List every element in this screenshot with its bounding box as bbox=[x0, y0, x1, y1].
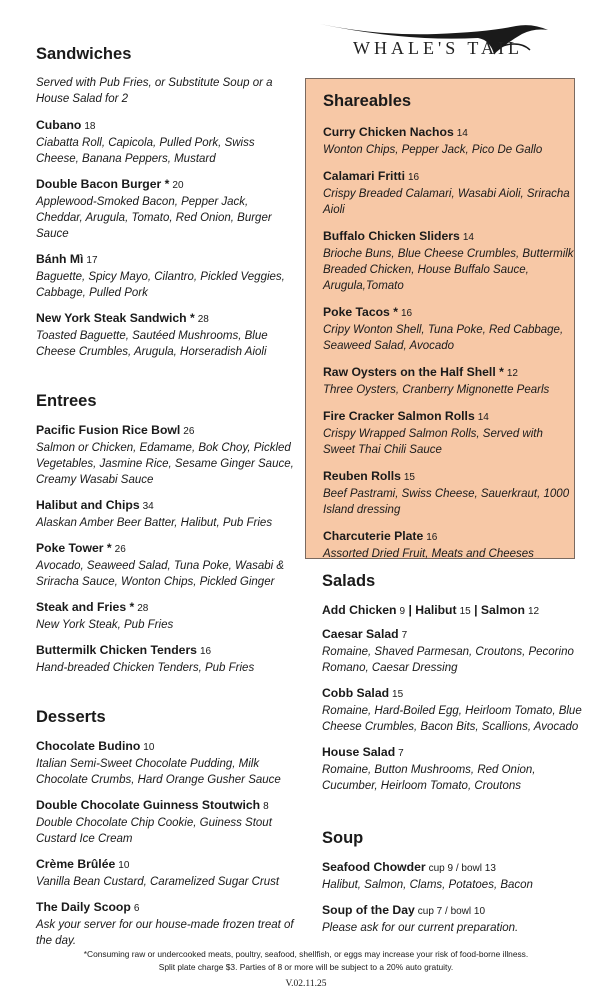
menu-item bbox=[36, 797, 294, 847]
item-price: 16 bbox=[426, 532, 438, 543]
item-name: Halibut and Chips bbox=[36, 498, 140, 512]
item-description: Salmon or Chicken, Edamame, Bok Choy, Pickled Vegetables, Jasmine Rice, Sesame Ginger Sauce, Creamy Wasabi Sauce bbox=[36, 442, 294, 486]
footer-gratuity-note: Split plate charge $3. Parties of 8 or more will be subject to a 20% auto gratuity. bbox=[158, 962, 454, 972]
item-name: Soup of the Day bbox=[322, 903, 415, 917]
item-price: 16 bbox=[400, 308, 413, 319]
item-name: Charcuterie Plate bbox=[323, 529, 424, 543]
item-name: Pacific Fusion Rice Bowl bbox=[36, 423, 181, 437]
salad-addons bbox=[322, 602, 584, 620]
addon-halibut: Halibut bbox=[415, 603, 457, 617]
menu-item bbox=[322, 626, 584, 676]
item-price: 8 bbox=[263, 801, 269, 812]
item-description: Hand-breaded Chicken Tenders, Pub Fries bbox=[36, 662, 255, 674]
item-description: Halibut, Salmon, Clams, Potatoes, Bacon bbox=[322, 879, 533, 891]
item-description: Romaine, Hard-Boiled Egg, Heirloom Tomato, Blue Cheese Crumbles, Bacon Bits, Scallions, Avocado bbox=[322, 705, 582, 733]
menu-item bbox=[323, 468, 574, 518]
item-description: Double Chocolate Chip Cookie, Guiness Stout Custard Ice Cream bbox=[36, 817, 272, 845]
section-title-shareables: Shareables bbox=[323, 92, 412, 110]
addon-separator: | bbox=[474, 603, 478, 617]
item-name: Poke Tacos * bbox=[323, 305, 398, 319]
item-price: 26 bbox=[114, 544, 126, 555]
item-name: Cobb Salad bbox=[322, 686, 390, 700]
sandwiches-section bbox=[36, 44, 294, 360]
section-title-entrees: Entrees bbox=[36, 392, 97, 410]
item-price: 16 bbox=[407, 172, 420, 183]
menu-item bbox=[322, 859, 584, 893]
menu-item bbox=[36, 310, 294, 360]
item-price: cup 9 / bowl 13 bbox=[428, 863, 496, 874]
item-description: Ask your server for our house-made frozen treat of the day. bbox=[36, 919, 294, 947]
item-price: 18 bbox=[84, 121, 96, 132]
addon-separator: | bbox=[408, 603, 412, 617]
item-description: Please ask for our current preparation. bbox=[322, 922, 519, 934]
menu-item bbox=[322, 744, 584, 794]
item-price: 17 bbox=[86, 255, 98, 266]
section-title-sandwiches: Sandwiches bbox=[36, 45, 132, 63]
item-description: Romaine, Shaved Parmesan, Croutons, Pecorino Romano, Caesar Dressing bbox=[322, 646, 574, 674]
item-price: 10 bbox=[118, 860, 130, 871]
item-price: 10 bbox=[143, 742, 155, 753]
item-name: Calamari Fritti bbox=[323, 169, 405, 183]
item-name: Fire Cracker Salmon Rolls bbox=[323, 409, 475, 423]
item-description: Wonton Chips, Pepper Jack, Pico De Gallo bbox=[323, 144, 543, 156]
item-price: 20 bbox=[172, 180, 184, 191]
item-description: Cripy Wonton Shell, Tuna Poke, Red Cabbage, Seaweed Salad, Avocado bbox=[323, 324, 564, 352]
item-price: 14 bbox=[462, 232, 474, 243]
footer-version: V.02.11.25 bbox=[285, 979, 327, 989]
item-description: Avocado, Seaweed Salad, Tuna Poke, Wasabi & Sriracha Sauce, Wonton Chips, Pickled Ginger bbox=[36, 560, 285, 588]
item-description: Vanilla Bean Custard, Caramelized Sugar Crust bbox=[36, 876, 280, 888]
item-description: Baguette, Spicy Mayo, Cilantro, Pickled Veggies, Cabbage, Pulled Pork bbox=[36, 271, 285, 299]
menu-item bbox=[36, 738, 294, 788]
menu-item bbox=[36, 422, 294, 488]
item-price: 15 bbox=[403, 472, 415, 483]
item-price: 14 bbox=[456, 128, 468, 139]
item-name: Bánh Mì bbox=[36, 252, 84, 266]
addon-chicken: Add Chicken bbox=[322, 603, 397, 617]
menu-item bbox=[36, 251, 294, 301]
item-description: Crispy Wrapped Salmon Rolls, Served with Sweet Thai Chili Sauce bbox=[323, 428, 543, 456]
item-name: Seafood Chowder bbox=[322, 860, 426, 874]
salads-section bbox=[322, 571, 584, 803]
desserts-section bbox=[36, 707, 294, 949]
soup-section bbox=[322, 828, 584, 945]
section-title-desserts: Desserts bbox=[36, 708, 106, 726]
menu-item bbox=[322, 685, 584, 735]
item-price: 7 bbox=[398, 748, 404, 759]
menu-item bbox=[322, 902, 584, 936]
item-description: Alaskan Amber Beer Batter, Halibut, Pub Fries bbox=[36, 517, 273, 529]
addon-salmon-price: 12 bbox=[527, 606, 540, 617]
menu-item bbox=[36, 899, 294, 949]
item-name: Caesar Salad bbox=[322, 627, 399, 641]
item-description: Italian Semi-Sweet Chocolate Pudding, Milk Chocolate Crumbs, Hard Orange Gusher Sauce bbox=[36, 758, 281, 786]
menu-item bbox=[323, 304, 574, 354]
addon-halibut-price: 15 bbox=[459, 606, 471, 617]
item-name: Poke Tower * bbox=[36, 541, 112, 555]
menu-item bbox=[36, 176, 294, 242]
sandwiches-intro: Served with Pub Fries, or Substitute Soup or a House Salad for 2 bbox=[36, 77, 273, 105]
addon-chicken-price: 9 bbox=[399, 606, 406, 617]
item-name: Raw Oysters on the Half Shell * bbox=[323, 365, 504, 379]
logo-text: WHALE'S TAIL bbox=[353, 38, 523, 58]
item-price: 6 bbox=[133, 903, 140, 914]
item-description: Romaine, Button Mushrooms, Red Onion, Cucumber, Heirloom Tomato, Croutons bbox=[322, 764, 536, 792]
item-description: Brioche Buns, Blue Cheese Crumbles, Buttermilk Breaded Chicken, House Buffalo Sauce, Arugula,Tomato bbox=[323, 248, 574, 292]
item-name: The Daily Scoop bbox=[36, 900, 131, 914]
item-price: 28 bbox=[137, 603, 149, 614]
item-name: Cubano bbox=[36, 118, 82, 132]
menu-item bbox=[36, 642, 294, 676]
item-name: Double Chocolate Guinness Stoutwich bbox=[36, 798, 261, 812]
item-name: Chocolate Budino bbox=[36, 739, 141, 753]
item-name: Steak and Fries * bbox=[36, 600, 135, 614]
item-price: 34 bbox=[142, 501, 154, 512]
left-column bbox=[36, 44, 294, 958]
whales-tail-logo bbox=[318, 20, 556, 68]
menu-item bbox=[323, 364, 574, 398]
item-price: 14 bbox=[477, 412, 489, 423]
section-title-salads: Salads bbox=[322, 572, 376, 590]
section-title-soup: Soup bbox=[322, 829, 364, 847]
menu-item bbox=[36, 856, 294, 890]
menu-item bbox=[323, 408, 574, 458]
item-description: Applewood-Smoked Bacon, Pepper Jack, Cheddar, Arugula, Tomato, Red Onion, Burger Sauce bbox=[36, 196, 272, 240]
item-name: New York Steak Sandwich * bbox=[36, 311, 195, 325]
menu-item bbox=[323, 168, 574, 218]
item-name: House Salad bbox=[322, 745, 396, 759]
item-price: 12 bbox=[506, 368, 518, 379]
menu-item bbox=[323, 528, 574, 562]
item-description: Crispy Breaded Calamari, Wasabi Aioli, Sriracha Aioli bbox=[323, 188, 570, 216]
item-description: Ciabatta Roll, Capicola, Pulled Pork, Swiss Cheese, Banana Peppers, Mustard bbox=[36, 137, 255, 165]
item-description: Beef Pastrami, Swiss Cheese, Sauerkraut, 1000 Island dressing bbox=[323, 488, 570, 516]
item-price: 7 bbox=[401, 630, 408, 641]
item-name: Buttermilk Chicken Tenders bbox=[36, 643, 197, 657]
menu-item bbox=[36, 117, 294, 167]
menu-item bbox=[323, 228, 574, 294]
item-description: Toasted Baguette, Sautéed Mushrooms, Blue Cheese Crumbles, Arugula, Horseradish Aioli bbox=[36, 330, 268, 358]
item-description: New York Steak, Pub Fries bbox=[36, 619, 174, 631]
item-description: Three Oysters, Cranberry Mignonette Pearls bbox=[323, 384, 550, 396]
item-description: Assorted Dried Fruit, Meats and Cheeses bbox=[323, 548, 534, 560]
item-price: cup 7 / bowl 10 bbox=[417, 906, 486, 917]
menu-item bbox=[36, 497, 294, 531]
entrees-section bbox=[36, 391, 294, 676]
menu-item bbox=[36, 540, 294, 590]
item-name: Crème Brûlée bbox=[36, 857, 116, 871]
item-name: Buffalo Chicken Sliders bbox=[323, 229, 460, 243]
menu-item bbox=[323, 124, 574, 158]
item-name: Curry Chicken Nachos bbox=[323, 125, 454, 139]
shareables-section bbox=[305, 78, 575, 559]
footer-disclaimer: *Consuming raw or undercooked meats, poultry, seafood, shellfish, or eggs may increase your risk of food-borne illness. bbox=[83, 949, 529, 959]
item-price: 15 bbox=[392, 689, 404, 700]
item-name: Double Bacon Burger * bbox=[36, 177, 170, 191]
addon-salmon: Salmon bbox=[480, 603, 525, 617]
item-price: 26 bbox=[183, 426, 195, 437]
item-price: 16 bbox=[199, 646, 212, 657]
item-price: 28 bbox=[197, 314, 209, 325]
item-name: Reuben Rolls bbox=[323, 469, 401, 483]
menu-item bbox=[36, 599, 294, 633]
